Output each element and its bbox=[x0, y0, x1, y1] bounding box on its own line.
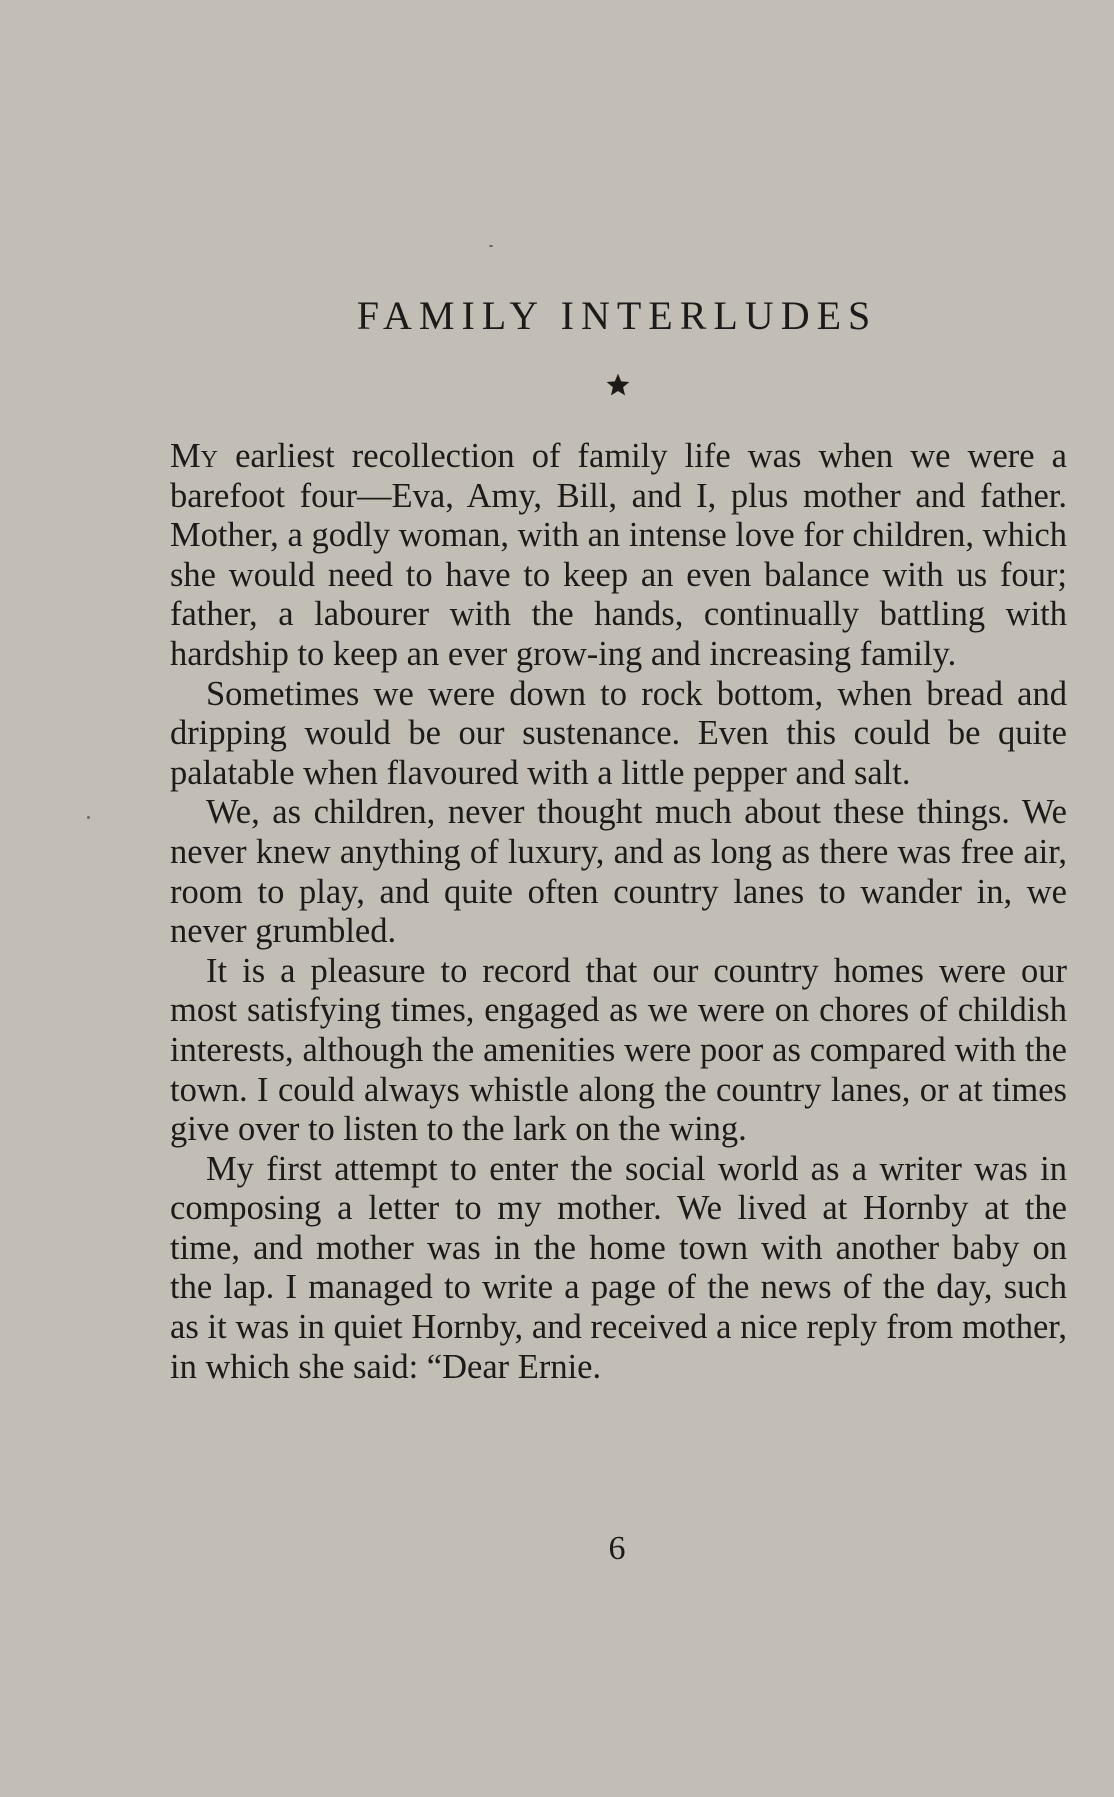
chapter-title: FAMILY INTERLUDES bbox=[356, 293, 878, 338]
paragraph: We, as children, never thought much about these things. We never knew anything of luxury, and as long as there was free air, room to play, and quite often country lanes to wander in, we never grumbled. bbox=[170, 793, 1067, 951]
paragraph: Sometimes we were down to rock bottom, when bread and dripping would be our sustenance. Even this could be quite palatable when flavoured with a little pepper and salt. bbox=[170, 674, 1067, 792]
chapter-body bbox=[170, 437, 1067, 1387]
paragraph: It is a pleasure to record that our country homes were our most satisfying times, engaged as we were on chores of childish interests, although the amenities were poor as compared with the town. I could always whistle along the country lanes, or at times give over to listen to the lark on the wing. bbox=[170, 951, 1067, 1149]
opening-small-caps: My bbox=[170, 437, 219, 475]
paper-speck bbox=[489, 245, 493, 247]
star-icon bbox=[605, 372, 631, 398]
paragraph-text: earliest recollection of family life was when we were a barefoot four—Eva, Amy, Bill, and I, plus mother and father. Mother, a godly woman, with an intense love for children, which she would need to have to keep an even balance with us four; father, a labourer with the hands, continually battling with hardship to keep an ever grow-ing and increasing family. bbox=[170, 437, 1067, 673]
paragraph: My first attempt to enter the social world as a writer was in composing a letter to my mother. We lived at Hornby at the time, and mother was in the home town with another baby on the lap. I managed to write a page of the news of the day, such as it was in quiet Hornby, and received a nice reply from mother, in which she said: “Dear Ernie. bbox=[170, 1149, 1067, 1386]
page-number: 6 bbox=[608, 1530, 626, 1567]
paper-speck bbox=[87, 816, 90, 819]
paragraph bbox=[170, 437, 1067, 675]
